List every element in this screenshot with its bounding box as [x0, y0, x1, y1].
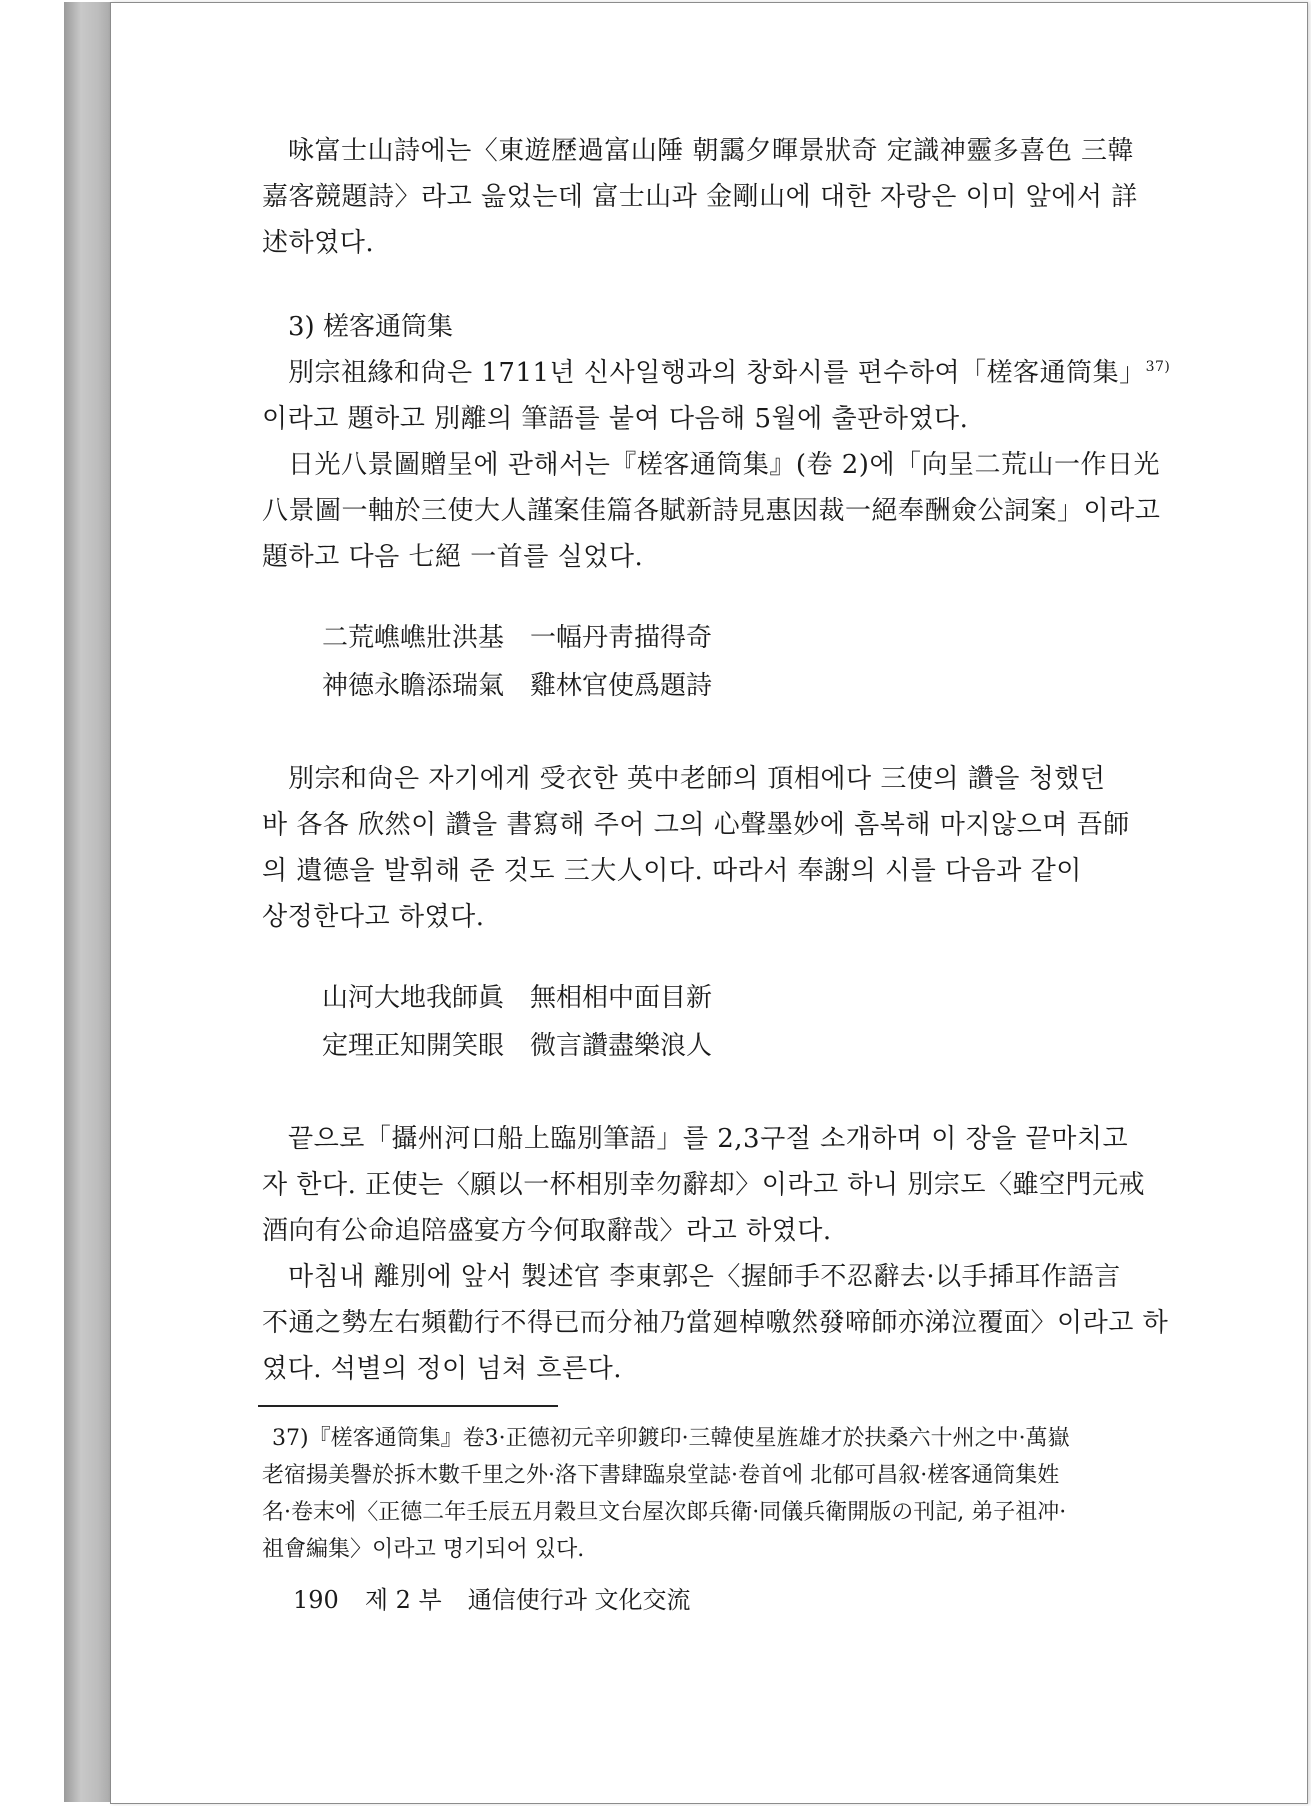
paragraph-fuji-poem: 咏富士山詩에는〈東遊歷過富山陲 朝靄夕暉景狀奇 定識神靈多喜色 三韓 嘉客競題詩〉라고 읊었는데 富士山과 金剛山에 대한 자랑은 이미 앞에서 詳 述하였다.: [262, 136, 1138, 258]
poem-1: [262, 614, 1197, 710]
poem-2: [262, 974, 1197, 1070]
paragraph-compilation-text: 別宗祖緣和尙은 1711년 신사일행과의 창화시를 편수하여「槎客通筒集」: [288, 358, 1146, 388]
part-label: 제 2 부: [364, 1586, 442, 1614]
page-footer: [293, 1580, 717, 1620]
page-body: [262, 128, 1197, 1392]
poem-1-line-2: 神德永瞻添瑞氣 雞林官使爲題詩: [322, 671, 713, 701]
paragraph-parting: 마침내 離別에 앞서 製述官 李東郭은〈握師手不忍辭去·以手揷耳作語言 不通之勢左右頻勸行不得已而分袖乃當廻棹噭然發啼師亦涕泣覆面〉이라고 하 였다. 석별의 정이 넘쳐 흐른다.: [262, 1262, 1169, 1384]
paragraph-farewell-writing: 끝으로「攝州河口船上臨別筆語」를 2,3구절 소개하며 이 장을 끝마치고 자 한다. 正使는〈願以一杯相別幸勿辭却〉이라고 하니 別宗도〈雖空門元戒 酒向有公命追陪盛宴方今何取辭哉〉라고 하였다.: [262, 1124, 1145, 1246]
poem-2-line-2: 定理正知開笑眼 微言讚盡樂浪人: [322, 1031, 713, 1061]
paragraph-nikko-painting: 日光八景圖贈呈에 관해서는『槎客通筒集』(卷 2)에「向呈二荒山一作日光 八景圖一軸於三使大人謹案佳篇各賦新詩見惠因裁一絕奉酬僉公詞案」이라고 題하고 다음 七絕 一首를 실었다.: [262, 450, 1161, 572]
footnote-reference: 37): [1145, 359, 1171, 375]
poem-2-line-1: 山河大地我師眞 無相相中面目新: [322, 983, 713, 1013]
paragraph-compilation: [262, 350, 1197, 442]
part-title: 通信使行과 文化交流: [467, 1586, 691, 1614]
page-number: 190: [293, 1586, 339, 1614]
footnote-37: 37)『槎客通筒集』卷3·正德初元辛卯鍍印·三韓使星旌雄才於扶桑六十州之中·萬嶽 老宿揚美譽於拆木數千里之外·洛下書肆臨泉堂誌·卷首에 北郁可昌叙·槎客通筒集姓 名·卷末에〈正德二年壬辰五月穀旦文台屋次郞兵衛·同儀兵衛開版の刊記, 弟子祖冲· 祖會編集〉이라고 명기되어 있다.: [262, 1426, 1070, 1562]
book-spine: [64, 2, 112, 1802]
poem-1-line-1: 二荒嶕嶕壯洪基 一幅丹靑描得奇: [322, 623, 713, 653]
section-heading: 3) 槎客通筒集: [288, 312, 453, 342]
paragraph-portrait-praise: 別宗和尙은 자기에게 受衣한 英中老師의 頂相에다 三使의 讚을 청했던 바 各各 欣然이 讚을 書寫해 주어 그의 心聲墨妙에 흠복해 마지않으며 吾師 의 遺德을 발휘해 준 것도 三大人이다. 따라서 奉謝의 시를 다음과 같이 상정한다고 하였다.: [262, 764, 1130, 932]
paragraph-compilation-rest: 이라고 題하고 別離의 筆語를 붙여 다음해 5월에 출판하였다.: [262, 404, 969, 434]
footnote-divider: [258, 1405, 558, 1407]
